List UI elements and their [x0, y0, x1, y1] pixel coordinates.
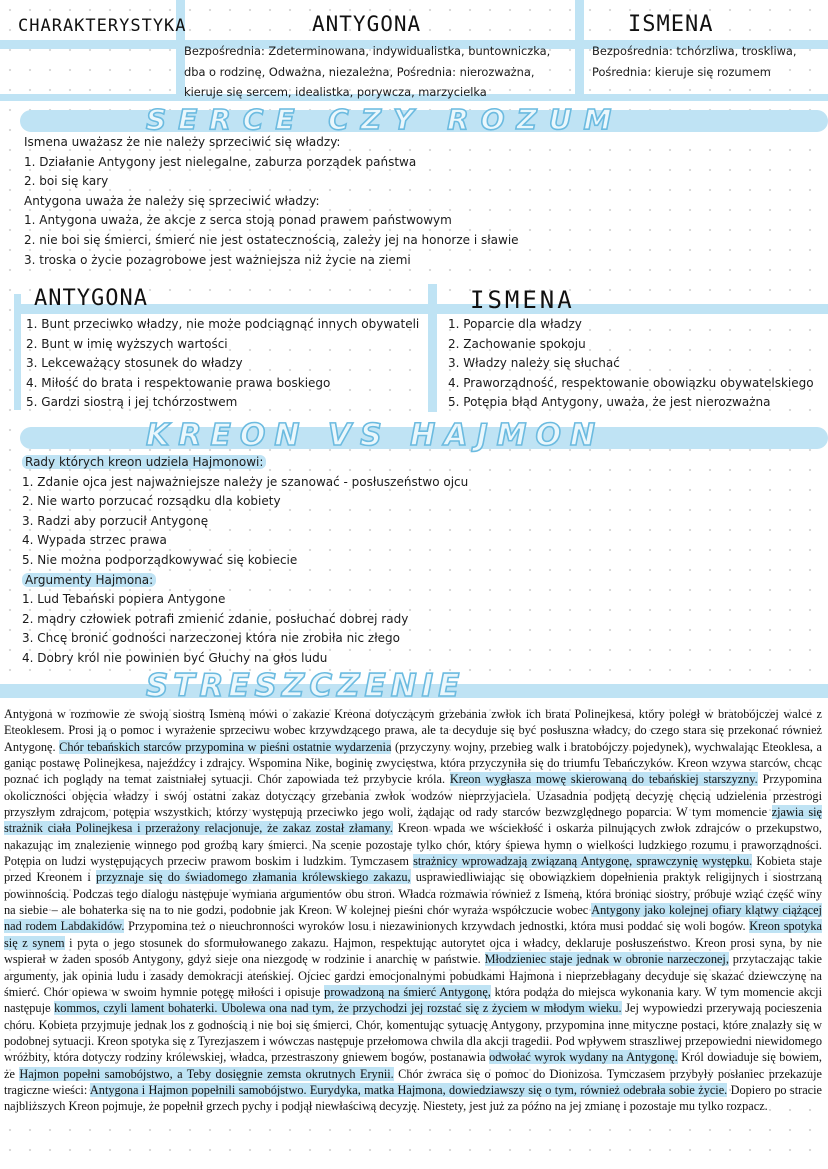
summary-highlight: Antygony jako kolejnej ofiary klątwy ciążącej nad rodem Labdakidów. — [4, 903, 822, 934]
serce-list — [24, 133, 519, 270]
argumenty-item: 4. Dobry król nie powinien być Głuchy na głos ludu — [22, 650, 328, 665]
antygona-header: ANTYGONA — [34, 286, 148, 311]
rady-item: 2. Nie warto porzucać rozsądku dla kobiety — [22, 494, 281, 509]
table-divider-2 — [575, 0, 584, 101]
summary-segment: usprawiedliwiając się obowiązkiem dopełnienia praktyk religijnych i siostrzaną powinnością. Podczas tego dialogu następuje wymiana argumentów obu stron. Władca rozmawia również z Ismeną, która broniąc siostry, próbuje wziąć część winy na siebie – ale bohaterka się na to nie godzi, podobnie jak Kreon. W kolejnej pieśni chór wyraża współczucie wobec — [4, 870, 823, 918]
antygona-char-line: kieruje się sercem, idealistka, porywcza, marzycielka — [184, 85, 487, 99]
summary-highlight: Hajmon popełni samobójstwo, a Teby dosięgnie zemsta okrutnych Erynii. — [19, 1066, 394, 1081]
summary-segment: Kobieta staje przed Kreonem i — [4, 854, 823, 885]
argumenty-item: 3. Chcę bronić godności narzeczonej która nie zrobiła nic złego — [22, 631, 400, 646]
rady-item: 3. Radzi aby porzucił Antygonę — [22, 513, 209, 528]
antygona-characteristics — [184, 41, 550, 103]
antygona-char-line: dba o rodzinę, Odważna, niezależna, Pośrednia: nierozważna, — [184, 64, 535, 79]
antygona-item: 3. Lekceważący stosunek do władzy — [26, 356, 243, 371]
antygona-item: 4. Miłość do brata i respektowanie prawa boskiego — [26, 375, 331, 390]
summary-text — [4, 706, 822, 1115]
summary-segment: Przypomina też o nieuchronności wyroków losu i niezawinionych krzywdach jednostki, która musi poddać się woli bogów. — [124, 919, 750, 934]
ismena-item: 2. Zachowanie spokoju — [448, 336, 586, 351]
argumenty-item: 2. mądry człowiek potrafi zmienić zdanie, posłuchać dobrej rady — [22, 611, 409, 626]
serce-line: 2. boi się kary — [24, 174, 109, 189]
argumenty-label — [22, 571, 468, 591]
summary-highlight: prowadzoną na śmierć Antygonę, — [324, 984, 491, 999]
rady-item: 1. Zdanie ojca jest najważniejsze należy je szanować - posłuszeństwo ojcu — [22, 474, 469, 489]
argumenty-item: 1. Lud Tebański popiera Antygone — [22, 592, 226, 607]
serce-line: 1. Antygona uważa, że akcje z serca stoją ponad prawem państwowym — [24, 213, 452, 228]
rady-item: 4. Wypada strzec prawa — [22, 533, 167, 548]
serce-line: 3. troska o życie pozagrobowe jest ważniejsza niż życie na ziemi — [24, 252, 411, 267]
summary-highlight: odwołać wyrok wydany na Antygonę. — [489, 1050, 678, 1065]
ismena-header: ISMENA — [470, 286, 575, 314]
serce-line: Antygona uważa że należy się sprzeciwić władzy: — [24, 193, 320, 208]
ismena-characteristics — [592, 41, 797, 82]
streszczenie-title: STRESZCZENIE — [146, 668, 465, 704]
summary-highlight: zjawia się strażnik ciała Polinejkesa i przerażony relacjonuje, że zakaz został złamany. — [4, 805, 822, 836]
summary-segment: Dopiero po stracie najbliższych Kreon pojmuje, że popełnił grzech pychy i podjął niewłaściwą decyzję. Niestety, jest już za późno na jej zmianę i pozostaje mu tylko rozpacz. — [4, 1082, 823, 1114]
summary-segment: przytaczając takie argumenty, jak opinia ludu i zasady demokracji ateńskiej. Ojciec gardzi emocjonalnymi pobudkami Hajmona i nieprzebłagany decyduje się skazać dziewczynę na śmierć. Chór opiewa w swoim hymnie potęgę miłości i opisuje — [4, 952, 822, 999]
serce-line: Ismena uważasz że nie należy sprzeciwić się władzy: — [24, 135, 341, 149]
comparison-divider — [428, 284, 437, 412]
table-col2-header: ANTYGONA — [312, 12, 422, 36]
summary-highlight: strażnicy wprowadzają związaną Antygonę, sprawczynię występku. — [413, 854, 753, 869]
antygona-list — [26, 315, 419, 413]
summary-highlight: Kreon spotyka się z synem — [4, 919, 823, 950]
ismena-item: 4. Praworządność, respektowanie obowiązku obywatelskiego — [448, 375, 814, 390]
serce-line: 1. Działanie Antygony jest nielegalne, zaburza porządek państwa — [24, 154, 417, 169]
rady-item: 5. Nie można podporządkowywać się kobiecie — [22, 552, 298, 567]
argumenty-label-text: Argumenty Hajmona: — [22, 573, 156, 587]
antygona-item: 5. Gardzi siostrą i jej tchórzostwem — [26, 395, 238, 410]
summary-highlight: Antygona i Hajmon popełnili samobójstwo. Eurydyka, matka Hajmona, dowiedziawszy się o tym, również odebrała sobie życie. — [89, 1082, 728, 1097]
table-col3-header: ISMENA — [628, 12, 714, 37]
summary-segment: i pyta o jego stosunek do sformułowanego zakazu. Hajmon, respektując autorytet ojca i władcy, deklaruje posłuszeństwo. Kreon prosi syna, by nie wspierał w żaden sposób Antygony, gdyż sieje ona niezgodę w rodzinie i anarchię w państwie. — [4, 935, 822, 967]
ismena-char-line: Bezpośrednia: tchórzliwa, troskliwa, — [592, 44, 797, 58]
summary-segment: Kreon wpada we wściekłość i oskarża pilnujących zwłok zdrajców o przekupstwo, nakazując im znalezienie winnego pod groźbą kary śmierci. Na scenie pozostaje tylko chór, który śpiewa hymn o wielkości ludzkiego rozumu i praworządności. Potępia on ludzi występujących przeciw prawom boskim i ludzkim. Tymczasem — [4, 821, 822, 869]
comparison-left-bar — [14, 294, 21, 410]
summary-segment: Przypomina okoliczności objęcia władzy i swój ostatni zakaz dotyczący grzebania zwłok wodzów nieprzyjaciela. Uzasadnia podjętą decyzję chęcią udzielenia przestrogi przyszłym zdrajcom, potępia wszystkich, którzy występują przeciwko jego woli, żądając od rady starców bezwzględnego poparcia. W tym momencie — [4, 772, 822, 820]
ismena-char-line: Pośrednia: kieruje się rozumem — [592, 64, 771, 79]
rady-label — [22, 453, 468, 473]
summary-highlight: przyznaje się do świadomego złamania królewskiego zakazu, — [95, 870, 411, 885]
summary-highlight: Kreon wygłasza mowę skierowaną do tebańskiej starszyzny. — [449, 772, 758, 787]
summary-segment: która podąża do miejsca wykonania kary. W tym momencie akcji następuje — [4, 984, 823, 1016]
rady-label-text: Rady których kreon udziela Hajmonowi: — [22, 455, 266, 469]
serce-title: SERCE CZY ROZUM — [146, 103, 624, 136]
antygona-item: 1. Bunt przeciwko władzy, nie może podciągnąć innych obywateli — [26, 317, 420, 331]
ismena-list — [448, 315, 814, 413]
ismena-item: 1. Poparcie dla władzy — [448, 317, 582, 331]
kreon-title: KREON VS HAJMON — [146, 418, 605, 453]
kreon-section — [22, 453, 468, 669]
serce-line: 2. nie boi się śmierci, śmierć nie jest ostatecznością, zależy jej na honorze i sławie — [24, 232, 519, 247]
summary-segment: Król dowiaduje się bowiem, że — [4, 1050, 822, 1081]
summary-highlight: Chór tebańskich starców przypomina w pieśni ostatnie wydarzenia — [59, 739, 392, 754]
summary-segment: (przyczyny wojny, przebieg walk i bratobójczy pojedynek), wychwalając Eteoklesa, a ganiąc postawę Polinejkesa, najeźdźcy i zdrajcy. Wspomina Nike, boginię zwycięstwa, która przyczyniła się do triumfu Tebańczyków. Kreon wzywa starców, chcąc poznać ich poglądy na temat zaistniałej sytuacji. Chór zapowiada też przybycie króla. — [4, 739, 822, 787]
antygona-char-line: Bezpośrednia: Zdeterminowana, indywidualistka, buntowniczka, — [184, 44, 551, 58]
summary-segment: Jej wypowiedzi przerywają pocieszenia chóru. Kobieta przyjmuje jednak los z godnością i nie boi się śmierci. Chór, komentując sytuację Antygony, przypomina inne mityczne postaci, które znalazły się w podobnej sytuacji. Kreon spotyka się z Tyrezjaszem i wówczas następuje przełomowa chwila dla akcji tragedii. Pod wpływem straszliwej przepowiedni niewidomego wróżbity, która dotyczy rodziny królewskiej, władca, przestraszony gniewem bogów, postanawia — [4, 1001, 823, 1065]
summary-highlight: Młodzieniec staje jednak w obronie narzeczonej, — [484, 952, 729, 967]
ismena-item: 3. Władzy należy się słuchać — [448, 356, 620, 371]
summary-segment: Antygona w rozmowie ze swoją siostrą Ismeną mówi o zakazie Kreona dotyczącym grzebania zwłok ich brata Polinejkesa, który poległ w bratobójczej walce z Eteoklesem. Prosi ją o pomoc i wyrażenie sprzeciwu wobec krzywdzącego prawa, ale ta decyduje się być posłuszna władcy, do czego stara się przekonać również Antygonę. — [4, 707, 822, 754]
table-col1-header: CHARAKTERYSTYKA — [18, 16, 187, 36]
ismena-item: 5. Potępia błąd Antygony, uważa, że jest nierozważna — [448, 395, 771, 410]
summary-segment: Chór zwraca się o pomoc do Dionizosa. Tymczasem przybyły posłaniec przekazuje tragiczne wieści: — [4, 1066, 823, 1097]
antygona-item: 2. Bunt w imię wyższych wartości — [26, 336, 228, 351]
summary-highlight: kommos, czyli lament bohaterki. Ubolewa ona nad tym, że przychodzi jej rozstać się z życiem w młodym wieku. — [54, 1001, 622, 1016]
